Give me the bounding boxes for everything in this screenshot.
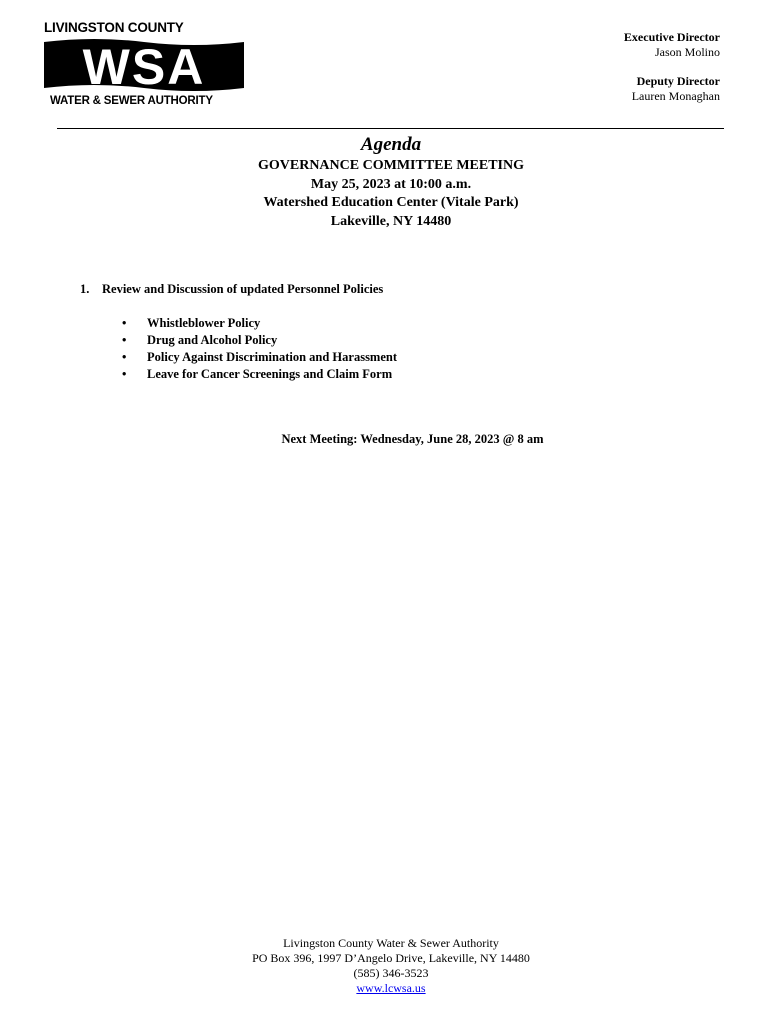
footer-phone: (585) 346-3523 [353, 966, 429, 980]
executive-director-title: Executive Director [623, 30, 720, 44]
agenda-item-text: Review and Discussion of updated Personnel Policies [102, 282, 384, 296]
agenda-subitems [122, 315, 397, 383]
meeting-location: Watershed Education Center (Vitale Park) [263, 195, 519, 210]
logo-county-text: LIVINGSTON COUNTY [44, 20, 184, 35]
bullet-icon: • [122, 333, 127, 347]
meeting-city: Lakeville, NY 14480 [330, 213, 452, 229]
page-title: Agenda [360, 134, 422, 155]
bullet-icon: • [122, 316, 127, 330]
next-meeting: Next Meeting: Wednesday, June 28, 2023 @ 8 am [281, 432, 544, 446]
deputy-director-name: Lauren Monaghan [631, 89, 720, 103]
agenda-item-number: 1. [80, 282, 90, 296]
staff-directory [624, 30, 720, 104]
footer-address: PO Box 396, 1997 D’Angelo Drive, Lakeville, NY 14480 [252, 951, 530, 965]
list-item: • Whistleblower Policy [122, 316, 261, 330]
header-divider [57, 128, 724, 129]
meeting-name: GOVERNANCE COMMITTEE MEETING [257, 158, 525, 173]
logo-authority-text: WATER & SEWER AUTHORITY [50, 95, 213, 107]
organization-logo [44, 20, 246, 110]
list-item: • Leave for Cancer Screenings and Claim Form [122, 367, 393, 381]
svg-text:WSA: WSA [82, 39, 206, 94]
bullet-icon: • [122, 350, 127, 364]
page-footer [0, 936, 770, 996]
meeting-datetime: May 25, 2023 at 10:00 a.m. [310, 176, 472, 192]
bullet-icon: • [122, 367, 127, 381]
executive-director-name: Jason Molino [654, 45, 720, 59]
agenda-item [80, 282, 383, 297]
agenda-heading [0, 133, 770, 231]
list-item: • Drug and Alcohol Policy [122, 333, 278, 347]
deputy-director-title: Deputy Director [636, 74, 720, 88]
website-link[interactable]: www.lcwsa.us [356, 981, 426, 995]
footer-org: Livingston County Water & Sewer Authority [283, 936, 499, 950]
logo-wsa-wordmark [44, 36, 244, 94]
list-item: • Policy Against Discrimination and Harassment [122, 350, 398, 364]
